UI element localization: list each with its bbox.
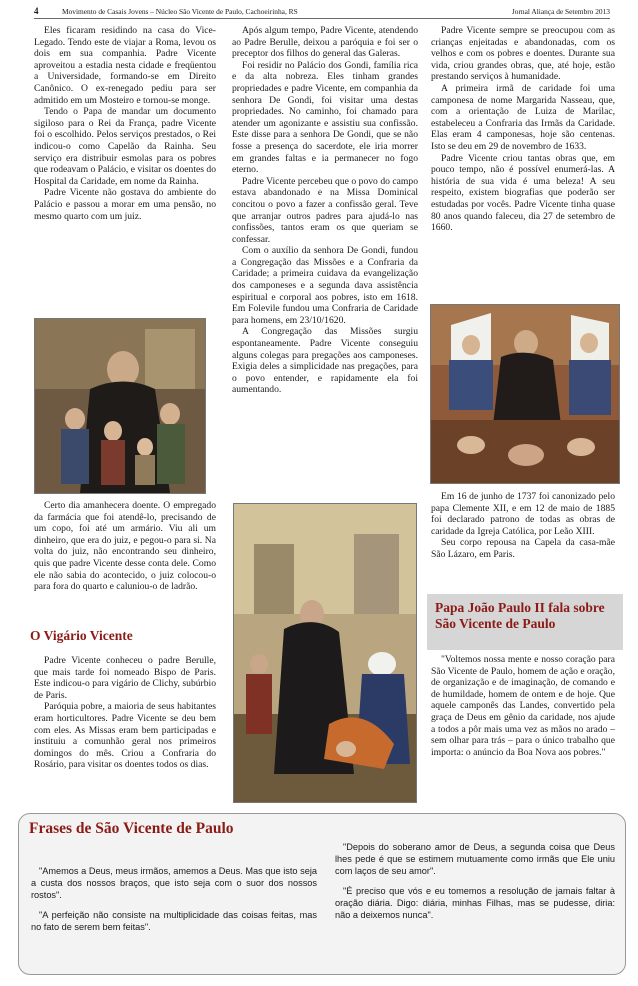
frases-box (18, 813, 626, 975)
column-1-bottom (34, 655, 216, 771)
box-heading-papa: Papa João Paulo II fala sobre São Vicente de Paulo (427, 594, 623, 650)
paragraph: Padre Vicente criou tantas obras que, em pouco tempo, não é possível enumerá-las. A história de sua vida é uma beleza! A seu respeito, existem biografias que poderão ser estudadas por vocês. Padre Vicente tinha quase 80 anos quando faleceu, dia 27 de setembro de 1660. (431, 152, 615, 234)
paragraph: Certo dia amanhecera doente. O empregado da farmácia que foi atendê-lo, precisando de um copo, foi até um armário. Viu ali um dinheiro, que era do juiz, e pegou-o para si. Na volta do juiz, não encontrando seu dinheiro, quis que padre Vicente desse conta dele. Como ele não sabia do acontecido, o juiz colocou-o para fora do quarto e caluniou-o de ladrão. (34, 500, 216, 593)
column-3-top (431, 25, 615, 234)
column-3-middle (431, 491, 615, 561)
paragraph: Paróquia pobre, a maioria de seus habitantes eram horticultores. Padre Vicente se deu bem com eles. As Missas eram bem participadas e instituiu a comunhão geral nos primeiros domingos do mês. Criou a Confraria do Rosário, para visitar os doentes todos os dias. (34, 701, 216, 771)
saint-helping-poor-painting (233, 503, 417, 803)
paragraph: Em 16 de junho de 1737 foi canonizado pelo papa Clemente XII, e em 12 de maio de 1885 foi declarado patrono de todas as obras de caridade da Igreja Católica, por Leão XIII. (431, 491, 615, 537)
paragraph: Padre Vicente percebeu que o povo do campo estava abandonado e na Missa Dominical concitou o povo a fazer a confissão geral. Teve que arranjar outros padres para ajudá-lo nas confissões, tantos eram os que queriam se confessar. (232, 175, 418, 245)
paragraph: Com o auxílio da senhora De Gondi, fundou a Congregação das Missões e a Confraria da Caridade; a primeira cuidava da evangelização dos camponeses e a segunda dava assistência espiritual e corporal aos pobres, isto em 1618. Em Folevile fundou uma Confraria de Caridade para homens, em 23/10/1620. (232, 245, 418, 326)
paragraph: Eles ficaram residindo na casa do Vice-Legado. Tendo este de viajar a Roma, levou os dois em sua companhia. Padre Vicente aproveitou a estadia nesta cidade e freqüentou a Universidade, formando-se em Direito Canônico. O ex-renegado pediu para ser admitido em um Mosteiro e tornou-se monge. (34, 25, 216, 106)
paragraph: A Congregação das Missões surgiu espontaneamente. Padre Vicente conseguiu alguns colegas para pregações aos camponeses. Exigia deles a simplicidade nas pregações, para o povo entender, e rapidamente ela foi aumentando. (232, 326, 418, 396)
frases-right-column (335, 842, 615, 931)
quote: "Amemos a Deus, meus irmãos, amemos a Deus. Mas que isto seja a custa dos nossos braços, que isto seja com o suor dos nossos rostos". (31, 866, 317, 900)
quote: "É preciso que vós e eu tomemos a resolução de jamais faltar à oração diária. Digo: diária, minhas Filhas, mas se pudesse, diria: não a deixemos nunca". (335, 886, 615, 920)
quote: "Depois do soberano amor de Deus, a segunda coisa que Deus lhes pede é que se estimem mutuamente como irmãs que Ele uniu com laços de seu amor". (335, 842, 615, 876)
paragraph: Padre Vicente sempre se preocupou com as crianças enjeitadas e abandonadas, com os velhos e com os pobres e doentes. Durante sua vida, criou grandes obras, que, até hoje, estão prestando serviços à humanidade. (431, 25, 615, 83)
paragraph: Padre Vicente conheceu o padre Berulle, que mais tarde foi nomeado Bispo de Paris. Este indicou-o para vigário de Clichy, subúrbio de Paris. (34, 655, 216, 701)
papa-quote (431, 654, 615, 758)
column-1-top (34, 25, 216, 222)
frases-left-column (31, 866, 317, 943)
section-heading-vigario: O Vigário Vicente (30, 628, 133, 643)
page-number: 4 (34, 6, 39, 16)
paragraph: A primeira irmã de caridade foi uma camponesa de nome Margarida Nasseau, que, com a orientação de Luiza de Marilac, estabeleceu a Confraria das Irmãs da Caridade. Elas eram 4 camponesas, hoje são centenas. Isto se deu em 29 de novembro de 1633. (431, 82, 615, 152)
column-1-middle (34, 500, 216, 593)
frases-title: Frases de São Vicente de Paulo (29, 820, 234, 837)
journal-name: Jornal Aliança de Setembro 2013 (511, 7, 610, 16)
paragraph: Tendo o Papa de mandar um documento sigiloso para o Rei da França, padre Vicente foi o escolhido. Pelos serviços prestados, o Rei indicou-o como Capelão da Rainha. Seu serviço era distribuir esmolas para os pobres que rodeavam o Palácio, e visitar os doentes do Hospital da Caridade, em nome da Rainha. (34, 106, 216, 187)
paragraph: Foi residir no Palácio dos Gondi, família rica e da alta nobreza. Eles tinham grandes propriedades e padre Vicente, em companhia da senhora De Gondi, foi visitar uma destas propriedades. No caminho, foi chamado para atender um agonizante e assistiu sua confissão. Este disse para a senhora De Gondi, que se não fosse a presença do sacerdote, ele iria morrer em grandes faltas e ia permanecer no fogo eterno. (232, 59, 418, 176)
page-header (34, 4, 610, 19)
saint-with-children-painting (34, 318, 206, 494)
quote: "A perfeição não consiste na multiplicidade das coisas feitas, mas no fato de serem bem feitas". (31, 910, 317, 933)
saint-with-sisters-painting (430, 304, 620, 484)
paragraph: Após algum tempo, Padre Vicente, atendendo ao Padre Berulle, deixou a paróquia e foi ser o preceptor dos filhos do general das Galeras. (232, 25, 418, 60)
column-2-top (232, 25, 418, 396)
paragraph: Padre Vicente não gostava do ambiente do Palácio e passou a morar em uma pensão, no mesmo quarto com um juiz. (34, 187, 216, 222)
publisher-line: Movimento de Casais Jovens – Núcleo São Vicente de Paulo, Cachoeirinha, RS (62, 7, 298, 16)
paragraph: Seu corpo repousa na Capela da casa-mãe São Lázaro, em Paris. (431, 537, 615, 560)
quote-paragraph: "Voltemos nossa mente e nosso coração para São Vicente de Paulo, homem de ação e oração, de organização e de imaginação, de comando e de humildade, homem de ontem e de hoje. Que aquele camponês das Landes, convertido pela graça de Deus em gênio da caridade, nos ajude a todos a pôr mais uma vez as mãos no arado – sem olhar para trás – para o único trabalho que importa: o anúncio da Boa Nova aos pobres." (431, 654, 615, 758)
